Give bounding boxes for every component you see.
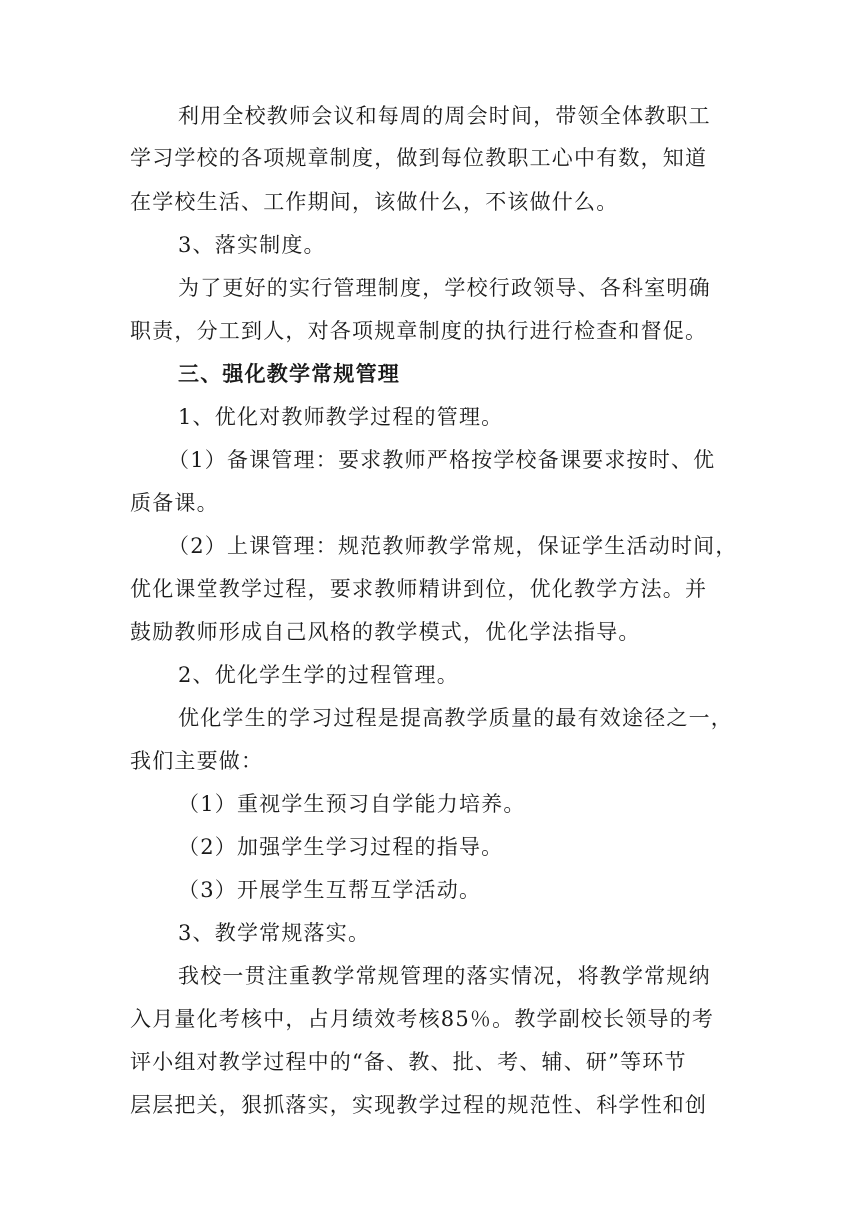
list-item: （2）加强学生学习过程的指导。 (178, 835, 504, 859)
paragraph-line: 优化课堂教学过程，要求教师精讲到位，优化教学方法。并 (130, 577, 708, 601)
paragraph-line: 利用全校教师会议和每周的周会时间，带领全体教职工 (178, 104, 711, 128)
paragraph-line: 我们主要做： (130, 749, 264, 773)
paragraph-line: 为了更好的实行管理制度，学校行政领导、各科室明确 (178, 276, 711, 300)
paragraph-line: 层层把关，狠抓落实，实现教学过程的规范性、科学性和创 (130, 1093, 708, 1117)
paragraph-line: 我校一贯注重教学常规管理的落实情况，将教学常规纳 (178, 964, 711, 988)
paragraph-line: 入月量化考核中，占月绩效考核85％。教学副校长领导的考 (130, 1007, 715, 1031)
paragraph-line: （2）上课管理：规范教师教学常规，保证学生活动时间， (168, 534, 738, 558)
section-subheading: 3、教学常规落实。 (178, 921, 371, 945)
paragraph-line: 鼓励教师形成自己风格的教学模式，优化学法指导。 (130, 620, 641, 644)
paragraph-line: 质备课。 (130, 491, 219, 515)
list-item: （1）重视学生预习自学能力培养。 (178, 792, 526, 816)
section-heading: 三、强化教学常规管理 (178, 362, 400, 386)
paragraph-line: 学习学校的各项规章制度，做到每位教职工心中有数，知道 (130, 146, 708, 170)
list-item: （3）开展学生互帮互学活动。 (178, 878, 482, 902)
section-subheading: 3、落实制度。 (178, 233, 326, 257)
paragraph-line: （1）备课管理：要求教师严格按学校备课要求按时、优 (168, 448, 716, 472)
paragraph-line: 优化学生的学习过程是提高教学质量的最有效途径之一， (178, 706, 733, 730)
paragraph-line: 在学校生活、工作期间，该做什么，不该做什么。 (130, 190, 619, 214)
paragraph-line: 评小组对教学过程中的“备、教、批、考、辅、研”等环节 (130, 1050, 687, 1074)
section-subheading: 2、优化学生学的过程管理。 (178, 663, 459, 687)
paragraph-line: 职责，分工到人，对各项规章制度的执行进行检查和督促。 (130, 319, 708, 343)
section-subheading: 1、优化对教师教学过程的管理。 (178, 405, 504, 429)
